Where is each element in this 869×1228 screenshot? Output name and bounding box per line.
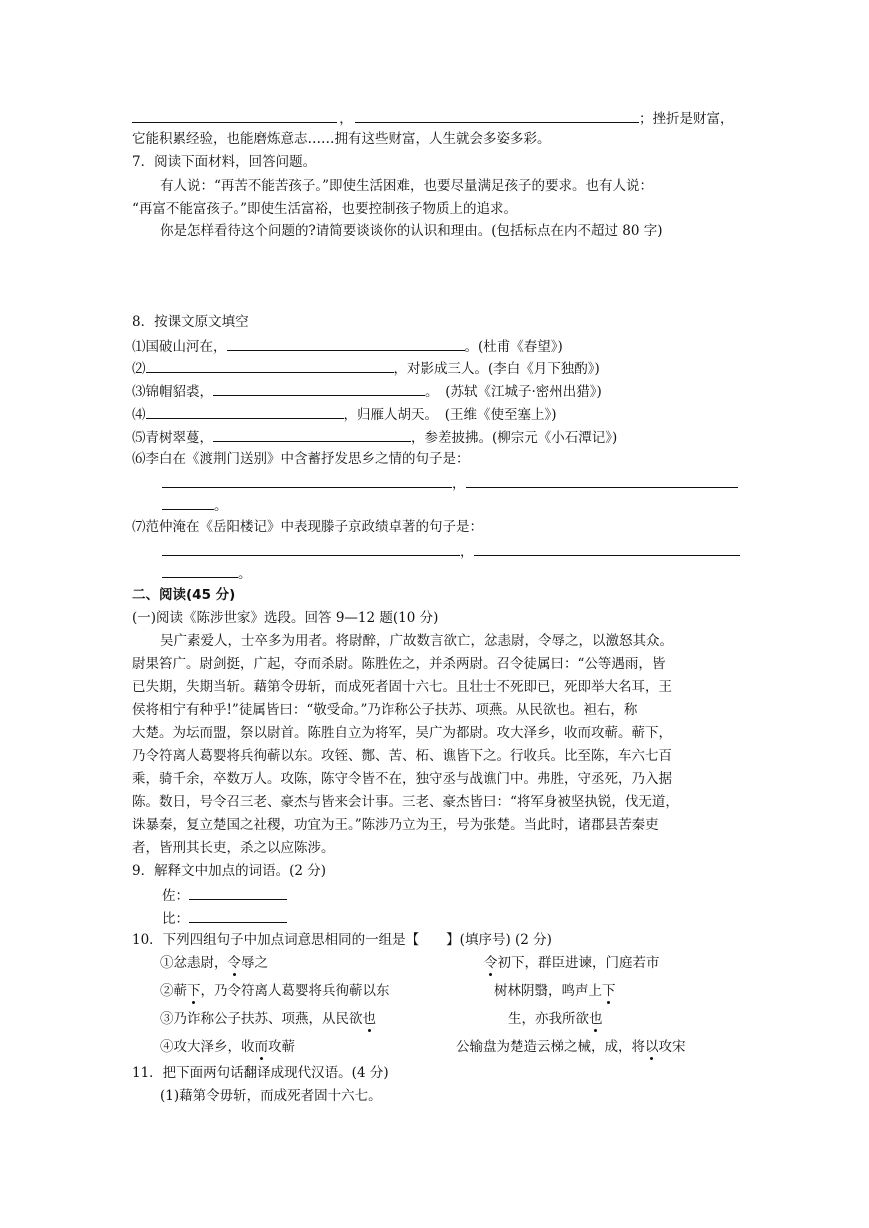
q10-row3-left: ③乃诈称公子扶苏、项燕，从民欲也 [160,1011,376,1027]
answer-blank[interactable] [162,562,238,578]
q10-row1-left: ①忿恚尉，令辱之 [160,955,268,971]
answer-blank[interactable] [132,107,337,123]
q10-row4-left: ④攻大泽乡，收而攻蕲 [160,1039,295,1055]
q10-row4-right: 公输盘为楚造云梯之械，成，将以攻宋 [456,1039,686,1055]
q8-item6-end: 。 [162,494,228,516]
answer-blank[interactable] [227,335,465,351]
dotted-word: 以 [645,1039,659,1055]
q10-row2-left: ②蕲下，乃令符离人葛婴将兵徇蕲以东 [160,983,390,999]
q8-heading: 8．按课文原文填空 [132,314,249,330]
passage-line: 侯将相宁有种乎!”徒属皆曰：“敬受命。”乃诈称公子扶苏、项燕。从民欲也。袒右，称 [132,702,638,718]
section-heading: 二、阅读(45 分) [132,587,236,603]
answer-blank[interactable] [146,403,344,419]
passage-line: 陈。数日，号令召三老、豪杰与皆来会计事。三老、豪杰皆曰：“将军身被坚执锐，伐无道， [132,794,679,810]
answer-blank[interactable] [189,907,287,923]
q10-row1-right: 令初下，群臣进谏，门庭若市 [484,955,660,971]
q7-para1: 有人说：“再苦不能苦孩子。”即使生活困难，也要尽量满足孩子的要求。也有人说： [160,178,654,194]
part-heading: (一)阅读《陈涉世家》选段。回答 9—12 题(10 分) [132,610,439,626]
q6-line1: ， ；挫折是财富， [132,107,734,129]
dotted-word: 也 [362,1011,376,1027]
passage-line: 吴广素爱人，士卒多为用者。将尉醉，广故数言欲亡，忿恚尉，令辱之，以激怒其众。 [160,633,673,649]
answer-blank[interactable] [213,380,425,396]
dotted-word: 下 [187,983,201,999]
answer-blank[interactable] [189,884,287,900]
q10-row2-right: 树林阴翳，鸣声上下 [494,983,616,999]
q9-word2: 比： [162,907,287,929]
dotted-word: 令 [484,955,498,971]
q7-heading: 7．阅读下面材料，回答问题。 [132,154,317,170]
q6-line2: 它能积累经验，也能磨炼意志……拥有这些财富，人生就会多姿多彩。 [132,131,551,147]
dotted-word: 也 [589,1011,603,1027]
q9-heading: 9．解释文中加点的词语。(2 分) [132,863,327,879]
answer-blank[interactable] [355,107,639,123]
q11-sentence1: (1)藉第令毋斩，而成死者固十六七。 [160,1088,382,1104]
q8-item7-blanks: ， [162,540,740,562]
q8-item7: ⑺范仲淹在《岳阳楼记》中表现滕子京政绩卓著的句子是： [132,519,483,535]
q10-heading: 10．下列四组句子中加点词意思相同的一组是【 】(填序号) (2 分) [132,932,552,948]
answer-blank[interactable] [162,472,452,488]
q10-row3-right: 生，亦我所欲也 [508,1011,603,1027]
passage-line: 已失期，失期当斩。藉第令毋斩，而成死者固十六七。且壮士不死即已，死即举大名耳，王 [132,679,672,695]
q8-item6: ⑹李白在《渡荆门送别》中含蓄抒发思乡之情的句子是： [132,451,470,467]
q8-item4: ⑷ ，归雁人胡天。 (王维《使至塞上》) [132,403,557,425]
q8-item1: ⑴国破山河在， 。(杜甫《春望》) [132,335,563,357]
q11-heading: 11．把下面两句话翻译成现代汉语。(4 分) [132,1065,389,1081]
answer-blank[interactable] [162,494,214,510]
answer-blank[interactable] [474,540,740,556]
q7-para2: 你是怎样看待这个问题的?请简要谈谈你的认识和理由。(包括标点在内不超过 80 字) [160,223,663,239]
passage-line: 乃令符离人葛婴将兵徇蕲以东。攻铚、酂、苦、柘、谯皆下之。行收兵。比至陈，车六七百 [132,748,672,764]
q8-item6-blanks: ， [162,472,738,494]
passage-line: 者，皆刑其长吏，杀之以应陈涉。 [132,840,335,856]
q8-item5: ⑸青树翠蔓， ，参差披拂。(柳宗元《小石潭记》) [132,426,617,448]
answer-blank[interactable] [146,357,394,373]
q8-item2: ⑵ ，对影成三人。(李白《月下独酌》) [132,357,600,379]
passage-line: 乘，骑千余，卒数万人。攻陈，陈守令皆不在，独守丞与战谯门中。弗胜，守丞死，乃入据 [132,771,672,787]
q7-para1-cont: “再富不能富孩子。”即使生活富裕，也要控制孩子物质上的追求。 [132,201,518,217]
answer-blank[interactable] [162,540,460,556]
dotted-word: 下 [602,983,616,999]
answer-blank[interactable] [213,426,411,442]
passage-line: 诛暴秦，复立楚国之社稷，功宜为王。”陈涉乃立为王，号为张楚。当此时，诸郡县苦秦吏 [132,817,659,833]
passage-line: 尉果笞广。尉剑挺，广起，夺而杀尉。陈胜佐之，并杀两尉。召令徒属曰：“公等遇雨，皆 [132,656,666,672]
dotted-word: 令 [227,955,241,971]
answer-blank[interactable] [466,472,738,488]
q8-item3: ⑶锦帽貂裘， 。 (苏轼《江城子·密州出猎》) [132,380,602,402]
dotted-word: 而 [254,1039,268,1055]
passage-line: 大楚。为坛而盟，祭以尉首。陈胜自立为将军，吴广为都尉。攻大泽乡，收而攻蕲。蕲下， [132,725,672,741]
q9-word1: 佐： [162,884,287,906]
q8-item7-end: 。 [162,562,252,584]
